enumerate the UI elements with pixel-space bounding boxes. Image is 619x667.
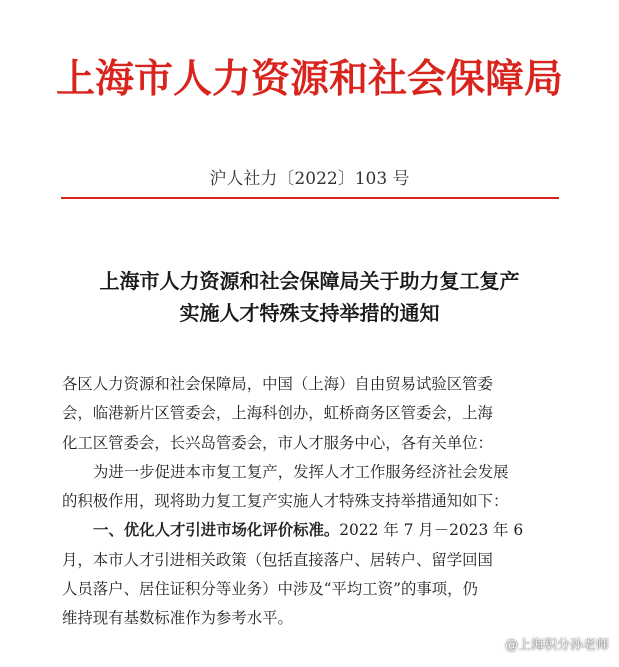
notice-title-line-1: 上海市人力资源和社会保障局关于助力复工复产 bbox=[99, 269, 520, 293]
body-line-item-1-cont-1: 月，本市人才引进相关政策（包括直接落户、居转户、留学回国 bbox=[62, 550, 493, 569]
issuing-authority-header: 上海市人力资源和社会保障局 bbox=[55, 56, 563, 102]
document-number: 沪人社力〔2022〕103 号 bbox=[209, 169, 410, 189]
body-line-item-1-cont-2: 人员落户、居住证积分等业务）中涉及“平均工资”的事项，仍 bbox=[62, 580, 478, 599]
red-divider-line bbox=[61, 197, 559, 199]
body-line-item-1-cont-3: 维持现有基数标准作为参考水平。 bbox=[62, 609, 293, 628]
notice-body bbox=[62, 370, 562, 634]
body-line-addressees-3: 化工区管委会，长兴岛管委会，市人才服务中心，各有关单位： bbox=[62, 433, 493, 452]
notice-title bbox=[0, 265, 619, 329]
source-watermark bbox=[487, 634, 609, 653]
watermark-text: @上海积分孙老师 bbox=[504, 638, 609, 653]
body-line-preamble-1: 为进一步促进本市复工复产，发挥人才工作服务经济社会发展 bbox=[93, 462, 509, 481]
body-line-item-1 bbox=[62, 516, 562, 545]
body-line-addressees-1: 各区人力资源和社会保障局，中国（上海）自由贸易试验区管委 bbox=[62, 375, 493, 393]
item-1-heading: 一、优化人才引进市场化评价标准。 bbox=[93, 521, 340, 540]
body-line-addressees-2: 会，临港新片区管委会，上海科创办，虹桥商务区管委会，上海 bbox=[62, 404, 493, 423]
notice-title-line-2: 实施人才特殊支持举措的通知 bbox=[179, 301, 440, 325]
item-1-text-start: 2022 年 7 月－2023 年 6 bbox=[339, 521, 524, 540]
weibo-logo-icon bbox=[487, 636, 502, 651]
body-line-preamble-2: 的积极作用，现将助力复工复产实施人才特殊支持举措通知如下： bbox=[62, 492, 509, 511]
